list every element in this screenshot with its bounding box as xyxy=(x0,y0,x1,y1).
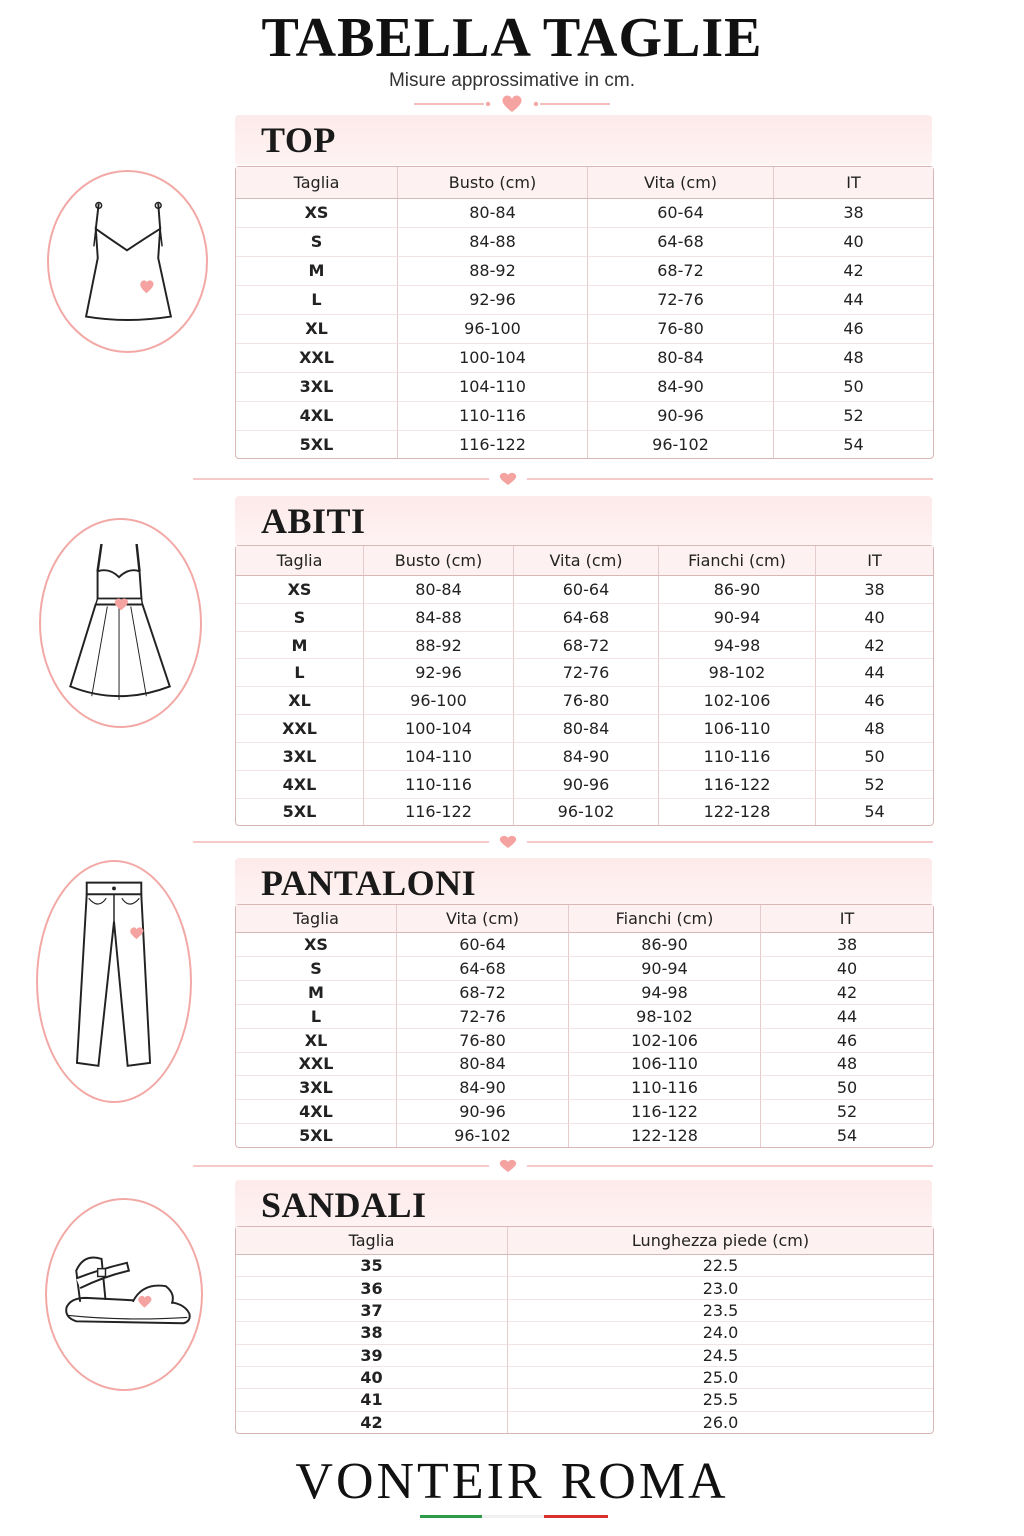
section-header-top xyxy=(235,115,932,165)
trousers-icon xyxy=(38,862,190,1101)
size-cell: L xyxy=(236,1005,397,1029)
size-cell: L xyxy=(236,286,398,315)
brand-logo: VONTEIR ROMA xyxy=(295,1453,729,1510)
table-row xyxy=(236,1124,933,1147)
measure-cell: 90-96 xyxy=(588,402,774,431)
table-row xyxy=(236,771,933,799)
measure-cell: 88-92 xyxy=(364,632,514,660)
size-cell: M xyxy=(236,632,364,660)
measure-cell: 110-116 xyxy=(364,771,514,799)
measure-cell: 52 xyxy=(774,402,933,431)
flag-stripe-red xyxy=(544,1515,608,1518)
table-row xyxy=(236,957,933,981)
size-cell: XXL xyxy=(236,715,364,743)
table-row xyxy=(236,659,933,687)
column-header: Lunghezza piede (cm) xyxy=(508,1227,933,1255)
size-cell: 41 xyxy=(236,1389,508,1411)
column-header: Fianchi (cm) xyxy=(569,905,761,933)
pantaloni-illustration xyxy=(36,860,192,1103)
measure-cell: 60-64 xyxy=(588,199,774,228)
measure-cell: 106-110 xyxy=(659,715,816,743)
table-row xyxy=(236,743,933,771)
flag-stripe-green xyxy=(420,1515,482,1518)
measure-cell: 24.0 xyxy=(508,1322,933,1344)
measure-cell: 116-122 xyxy=(398,431,588,459)
measure-cell: 24.5 xyxy=(508,1345,933,1367)
table-row xyxy=(236,257,933,286)
measure-cell: 96-102 xyxy=(588,431,774,459)
measure-cell: 52 xyxy=(761,1100,933,1124)
measure-cell: 84-90 xyxy=(514,743,659,771)
table-row xyxy=(236,1005,933,1029)
measure-cell: 76-80 xyxy=(514,687,659,715)
measure-cell: 46 xyxy=(761,1029,933,1053)
measure-cell: 54 xyxy=(843,434,864,454)
measure-cell: 102-106 xyxy=(569,1029,761,1053)
size-cell: 5XL xyxy=(236,799,364,826)
size-table-abiti xyxy=(235,545,934,826)
table-row xyxy=(236,1100,933,1124)
heart-icon xyxy=(500,836,516,848)
measure-cell: 80-84 xyxy=(514,715,659,743)
section-title-sandali: SANDALI xyxy=(261,1185,427,1225)
measure-cell: 104-110 xyxy=(364,743,514,771)
table-row xyxy=(236,1389,933,1411)
measure-cell: 96-100 xyxy=(364,687,514,715)
heart-ornament xyxy=(412,92,612,116)
measure-cell: 46 xyxy=(774,315,933,344)
measure-cell: 104-110 xyxy=(398,373,588,402)
size-cell: S xyxy=(236,957,397,981)
measure-cell: 23.0 xyxy=(508,1277,933,1299)
measure-cell: 96-102 xyxy=(514,799,659,826)
measure-cell: 76-80 xyxy=(397,1029,569,1053)
measure-cell: 92-96 xyxy=(364,659,514,687)
measure-cell: 42 xyxy=(761,981,933,1005)
measure-cell: 122-128 xyxy=(569,1124,761,1147)
measure-cell: 50 xyxy=(774,373,933,402)
measure-cell: 50 xyxy=(816,743,933,771)
size-cell: XS xyxy=(236,576,364,604)
measure-cell: 60-64 xyxy=(397,933,569,957)
measure-cell: 84-88 xyxy=(364,604,514,632)
dress-icon xyxy=(41,520,200,726)
measure-cell: 96-102 xyxy=(397,1124,569,1147)
measure-cell: 116-122 xyxy=(364,799,514,826)
measure-cell: 116-122 xyxy=(569,1100,761,1124)
size-cell: XL xyxy=(236,1029,397,1053)
measure-cell: 68-72 xyxy=(514,632,659,660)
page-subtitle: Misure approssimative in cm. xyxy=(388,70,636,91)
measure-cell: 98-102 xyxy=(659,659,816,687)
measure-cell: 80-84 xyxy=(588,344,774,373)
measure-cell: 26.0 xyxy=(702,1412,739,1432)
size-cell: 38 xyxy=(236,1322,508,1344)
table-row xyxy=(236,981,933,1005)
size-table-top xyxy=(235,166,934,459)
measure-cell: 72-76 xyxy=(514,659,659,687)
column-header: IT xyxy=(816,546,933,576)
column-header: Busto (cm) xyxy=(364,546,514,576)
measure-cell: 96-100 xyxy=(398,315,588,344)
size-cell: M xyxy=(236,981,397,1005)
section-header-abiti xyxy=(235,496,932,546)
measure-cell: 80-84 xyxy=(364,576,514,604)
measure-cell: 88-92 xyxy=(398,257,588,286)
table-row xyxy=(236,1029,933,1053)
size-cell: XS xyxy=(236,199,398,228)
column-header: Taglia xyxy=(236,546,364,576)
measure-cell: 38 xyxy=(761,933,933,957)
measure-cell: 90-94 xyxy=(569,957,761,981)
measure-cell: 122-128 xyxy=(659,799,816,826)
table-row xyxy=(236,1277,933,1299)
column-header: Fianchi (cm) xyxy=(659,546,816,576)
column-header: Vita (cm) xyxy=(514,546,659,576)
measure-cell: 44 xyxy=(816,659,933,687)
heart-icon xyxy=(500,1160,516,1172)
size-cell: 3XL xyxy=(236,743,364,771)
table-row xyxy=(236,933,933,957)
measure-cell: 80-84 xyxy=(397,1053,569,1077)
section-divider xyxy=(193,469,933,489)
measure-cell: 94-98 xyxy=(569,981,761,1005)
heart-icon xyxy=(502,96,521,112)
measure-cell: 72-76 xyxy=(588,286,774,315)
measure-cell: 68-72 xyxy=(588,257,774,286)
table-row xyxy=(236,286,933,315)
size-cell: 42 xyxy=(236,1412,508,1433)
size-cell: 36 xyxy=(236,1277,508,1299)
column-header: Taglia xyxy=(236,1227,508,1255)
size-cell: 4XL xyxy=(236,1100,397,1124)
measure-cell: 38 xyxy=(816,576,933,604)
measure-cell: 84-88 xyxy=(398,228,588,257)
size-cell: S xyxy=(236,604,364,632)
measure-cell: 42 xyxy=(816,632,933,660)
measure-cell: 54 xyxy=(836,1126,858,1146)
table-row xyxy=(236,344,933,373)
table-row xyxy=(236,1053,933,1077)
flag-stripe-white xyxy=(482,1515,544,1518)
table-row xyxy=(236,199,933,228)
measure-cell: 72-76 xyxy=(397,1005,569,1029)
size-cell: 37 xyxy=(236,1300,508,1322)
section-divider xyxy=(193,1156,933,1176)
size-cell: L xyxy=(236,659,364,687)
measure-cell: 44 xyxy=(761,1005,933,1029)
measure-cell: 64-68 xyxy=(588,228,774,257)
size-cell: XL xyxy=(236,315,398,344)
table-row xyxy=(236,576,933,604)
table-row xyxy=(236,1300,933,1322)
column-header: Vita (cm) xyxy=(588,167,774,199)
sandal-icon xyxy=(47,1200,201,1389)
measure-cell: 50 xyxy=(761,1076,933,1100)
column-header: Taglia xyxy=(236,905,397,933)
camisole-icon xyxy=(49,172,206,351)
table-row xyxy=(236,1076,933,1100)
size-cell: XL xyxy=(236,687,364,715)
measure-cell: 84-90 xyxy=(588,373,774,402)
measure-cell: 40 xyxy=(761,957,933,981)
size-cell: M xyxy=(236,257,398,286)
section-header-sandali xyxy=(235,1180,932,1230)
table-row xyxy=(236,315,933,344)
measure-cell: 86-90 xyxy=(569,933,761,957)
table-row xyxy=(236,1345,933,1367)
size-cell: 4XL xyxy=(236,771,364,799)
column-header: IT xyxy=(774,167,933,199)
size-cell: XXL xyxy=(236,344,398,373)
measure-cell: 92-96 xyxy=(398,286,588,315)
table-row xyxy=(236,373,933,402)
measure-cell: 48 xyxy=(761,1053,933,1077)
size-cell: 40 xyxy=(236,1367,508,1389)
measure-cell: 38 xyxy=(774,199,933,228)
size-table-sandali xyxy=(235,1226,934,1434)
measure-cell: 90-96 xyxy=(514,771,659,799)
top-illustration xyxy=(47,170,208,353)
column-header: IT xyxy=(761,905,933,933)
size-cell: S xyxy=(236,228,398,257)
measure-cell: 110-116 xyxy=(659,743,816,771)
measure-cell: 64-68 xyxy=(514,604,659,632)
measure-cell: 116-122 xyxy=(659,771,816,799)
measure-cell: 40 xyxy=(816,604,933,632)
table-row xyxy=(236,632,933,660)
measure-cell: 25.5 xyxy=(508,1389,933,1411)
page-title: TABELLA TAGLIE xyxy=(261,7,763,69)
column-header: Taglia xyxy=(236,167,398,199)
table-row xyxy=(236,228,933,257)
abiti-illustration xyxy=(39,518,202,728)
size-cell: XS xyxy=(236,933,397,957)
section-title-abiti: ABITI xyxy=(261,501,366,541)
table-row xyxy=(236,1412,933,1433)
measure-cell: 110-116 xyxy=(398,402,588,431)
measure-cell: 86-90 xyxy=(659,576,816,604)
measure-cell: 98-102 xyxy=(569,1005,761,1029)
size-cell: 39 xyxy=(236,1345,508,1367)
sandali-illustration xyxy=(45,1198,203,1391)
table-row xyxy=(236,799,933,826)
measure-cell: 106-110 xyxy=(569,1053,761,1077)
column-header: Vita (cm) xyxy=(397,905,569,933)
measure-cell: 110-116 xyxy=(569,1076,761,1100)
section-header-pantaloni xyxy=(235,858,932,908)
measure-cell: 23.5 xyxy=(508,1300,933,1322)
measure-cell: 80-84 xyxy=(398,199,588,228)
table-row xyxy=(236,1322,933,1344)
table-row xyxy=(236,715,933,743)
measure-cell: 52 xyxy=(816,771,933,799)
section-divider xyxy=(193,832,933,852)
measure-cell: 40 xyxy=(774,228,933,257)
measure-cell: 44 xyxy=(774,286,933,315)
measure-cell: 25.0 xyxy=(508,1367,933,1389)
measure-cell: 54 xyxy=(864,802,885,822)
measure-cell: 22.5 xyxy=(508,1255,933,1277)
measure-cell: 46 xyxy=(816,687,933,715)
size-cell: 35 xyxy=(236,1255,508,1277)
measure-cell: 60-64 xyxy=(514,576,659,604)
measure-cell: 64-68 xyxy=(397,957,569,981)
size-table-pantaloni xyxy=(235,904,934,1148)
size-cell: 5XL xyxy=(236,431,398,459)
column-header: Busto (cm) xyxy=(398,167,588,199)
measure-cell: 90-96 xyxy=(397,1100,569,1124)
size-cell: 4XL xyxy=(236,402,398,431)
measure-cell: 84-90 xyxy=(397,1076,569,1100)
size-cell: XXL xyxy=(236,1053,397,1077)
size-cell: 3XL xyxy=(236,1076,397,1100)
table-row xyxy=(236,1255,933,1277)
table-row xyxy=(236,431,933,459)
measure-cell: 48 xyxy=(816,715,933,743)
measure-cell: 102-106 xyxy=(659,687,816,715)
table-row xyxy=(236,687,933,715)
heart-icon xyxy=(500,473,516,485)
measure-cell: 100-104 xyxy=(398,344,588,373)
measure-cell: 90-94 xyxy=(659,604,816,632)
section-title-top: TOP xyxy=(261,120,336,160)
section-title-pantaloni: PANTALONI xyxy=(261,863,477,903)
measure-cell: 68-72 xyxy=(397,981,569,1005)
table-row xyxy=(236,604,933,632)
measure-cell: 48 xyxy=(774,344,933,373)
measure-cell: 76-80 xyxy=(588,315,774,344)
table-row xyxy=(236,1367,933,1389)
table-row xyxy=(236,402,933,431)
measure-cell: 42 xyxy=(774,257,933,286)
measure-cell: 100-104 xyxy=(364,715,514,743)
measure-cell: 94-98 xyxy=(659,632,816,660)
size-cell: 5XL xyxy=(236,1124,397,1147)
size-cell: 3XL xyxy=(236,373,398,402)
